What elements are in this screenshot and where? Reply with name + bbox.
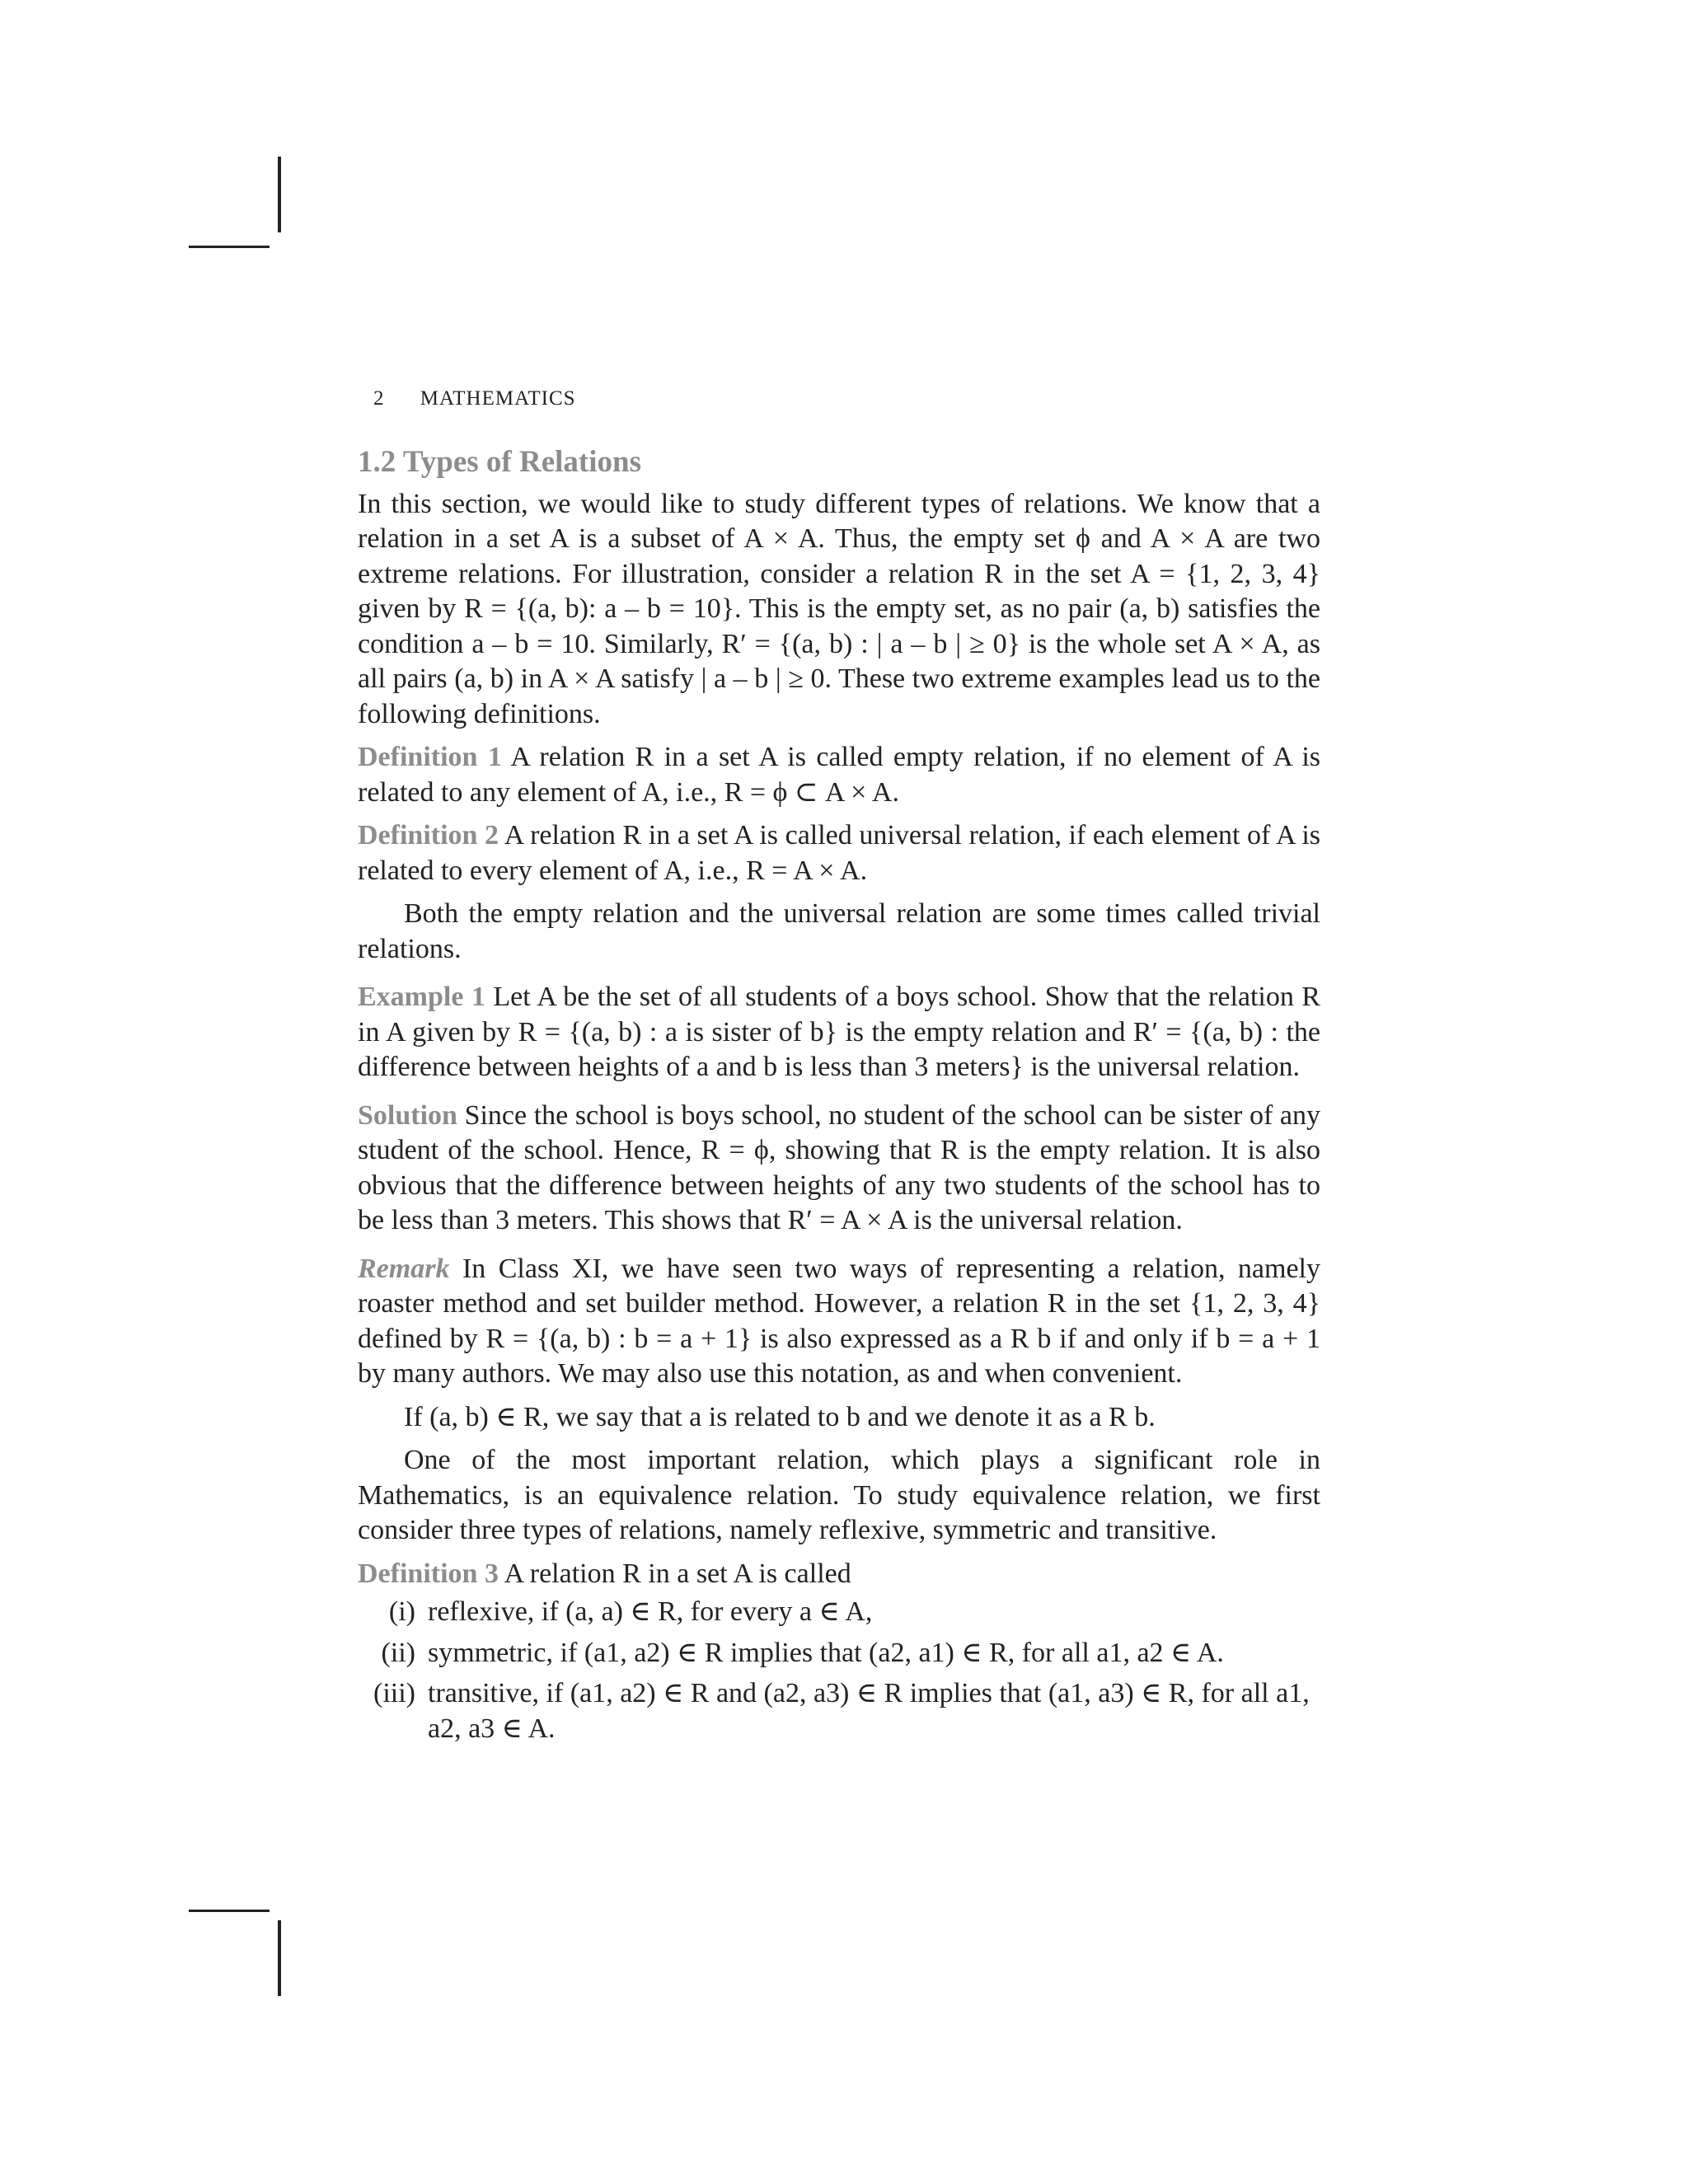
- running-head-title: MATHEMATICS: [420, 387, 576, 410]
- list-item-text: transitive, if (a1, a2) ∈ R and (a2, a3) ∈ R implies that (a1, a3) ∈ R, for all a1, a2, a3 ∈ A.: [428, 1678, 1310, 1744]
- definition-1-text: A relation R in a set A is called empty relation, if no element of A is related to any element of A, i.e., R = ϕ ⊂ A × A.: [358, 742, 1320, 808]
- example-1-text: Let A be the set of all students of a boys school. Show that the relation R in A given by R = {(a, b) : a is sister of b} is the empty relation and R′ = {(a, b) : the difference between heights of a and b is less than 3 meters} is the universal relation.: [358, 982, 1320, 1082]
- crop-mark-bottom-horizontal: [189, 1910, 270, 1912]
- equivalence-paragraph: One of the most important relation, which plays a significant role in Mathematics, is an equivalence relation. To study equivalence relation, we first consider three types of relations, namely reflexive, symmetric and transitive.: [358, 1445, 1320, 1545]
- related-notation-paragraph: If (a, b) ∈ R, we say that a is related to b and we denote it as a R b.: [404, 1401, 1156, 1432]
- trivial-relations-paragraph: Both the empty relation and the universal relation are some times called trivial relations.: [358, 898, 1320, 964]
- crop-mark-top-horizontal: [189, 246, 270, 248]
- definition-2-text: A relation R in a set A is called universal relation, if each element of A is related to every element of A, i.e., R = A × A.: [358, 820, 1321, 886]
- solution-text: Since the school is boys school, no student of the school can be sister of any student of the school. Hence, R = ϕ, showing that R is the empty relation. It is also obvious that the difference between heights of any two students of the school has to be less than 3 meters. This shows that R′ = A × A is the universal relation.: [358, 1099, 1320, 1235]
- example-1: [358, 980, 1320, 1085]
- remark: [358, 1252, 1320, 1392]
- list-marker: (i): [388, 1596, 415, 1627]
- definition-3-text: A relation R in a set A is called: [504, 1558, 851, 1589]
- list-item-transitive: [358, 1676, 1320, 1746]
- definition-2: [358, 818, 1320, 888]
- definition-3-list: [358, 1595, 1320, 1746]
- solution: [358, 1099, 1320, 1239]
- example-1-label: Example 1: [358, 982, 485, 1012]
- crop-mark-top-vertical: [278, 157, 281, 232]
- list-item-text: reflexive, if (a, a) ∈ R, for every a ∈ A,: [428, 1596, 873, 1627]
- definition-3: [358, 1557, 1320, 1592]
- section-title: 1.2 Types of Relations: [358, 445, 641, 479]
- remark-text: In Class XI, we have seen two ways of representing a relation, namely roaster method and set builder method. However, a relation R in the set {1, 2, 3, 4} defined by R = {(a, b) : b = a + 1} is also expressed as a R b if and only if b = a + 1 by many authors. We may also use this notation, as and when convenient.: [358, 1253, 1320, 1389]
- definition-2-label: Definition 2: [358, 820, 499, 851]
- definition-3-label: Definition 3: [358, 1558, 499, 1589]
- solution-label: Solution: [358, 1099, 457, 1131]
- list-item-text: symmetric, if (a1, a2) ∈ R implies that (a2, a1) ∈ R, for all a1, a2 ∈ A.: [428, 1637, 1224, 1668]
- list-item-symmetric: [358, 1636, 1320, 1671]
- list-item-reflexive: [358, 1595, 1320, 1630]
- page-number: 2: [373, 387, 385, 410]
- definition-1: [358, 740, 1320, 810]
- list-marker: (ii): [381, 1637, 415, 1668]
- page-content: [358, 445, 1320, 1752]
- crop-mark-bottom-vertical: [278, 1920, 281, 1996]
- intro-paragraph: In this section, we would like to study different types of relations. We know that a relation in a set A is a subset of A × A. Thus, the empty set ϕ and A × A are two extreme relations. For illustration, consider a relation R in the set A = {1, 2, 3, 4} given by R = {(a, b): a – b = 10}. This is the empty set, as no pair (a, b) satisfies the condition a – b = 10. Similarly, R′ = {(a, b) : | a – b | ≥ 0} is the whole set A × A, as all pairs (a, b) in A × A satisfy | a – b | ≥ 0. These two extreme examples lead us to the following definitions.: [358, 488, 1320, 729]
- remark-label: Remark: [358, 1253, 450, 1284]
- definition-1-label: Definition 1: [358, 742, 502, 772]
- list-marker: (iii): [373, 1678, 415, 1708]
- running-head: [373, 387, 576, 410]
